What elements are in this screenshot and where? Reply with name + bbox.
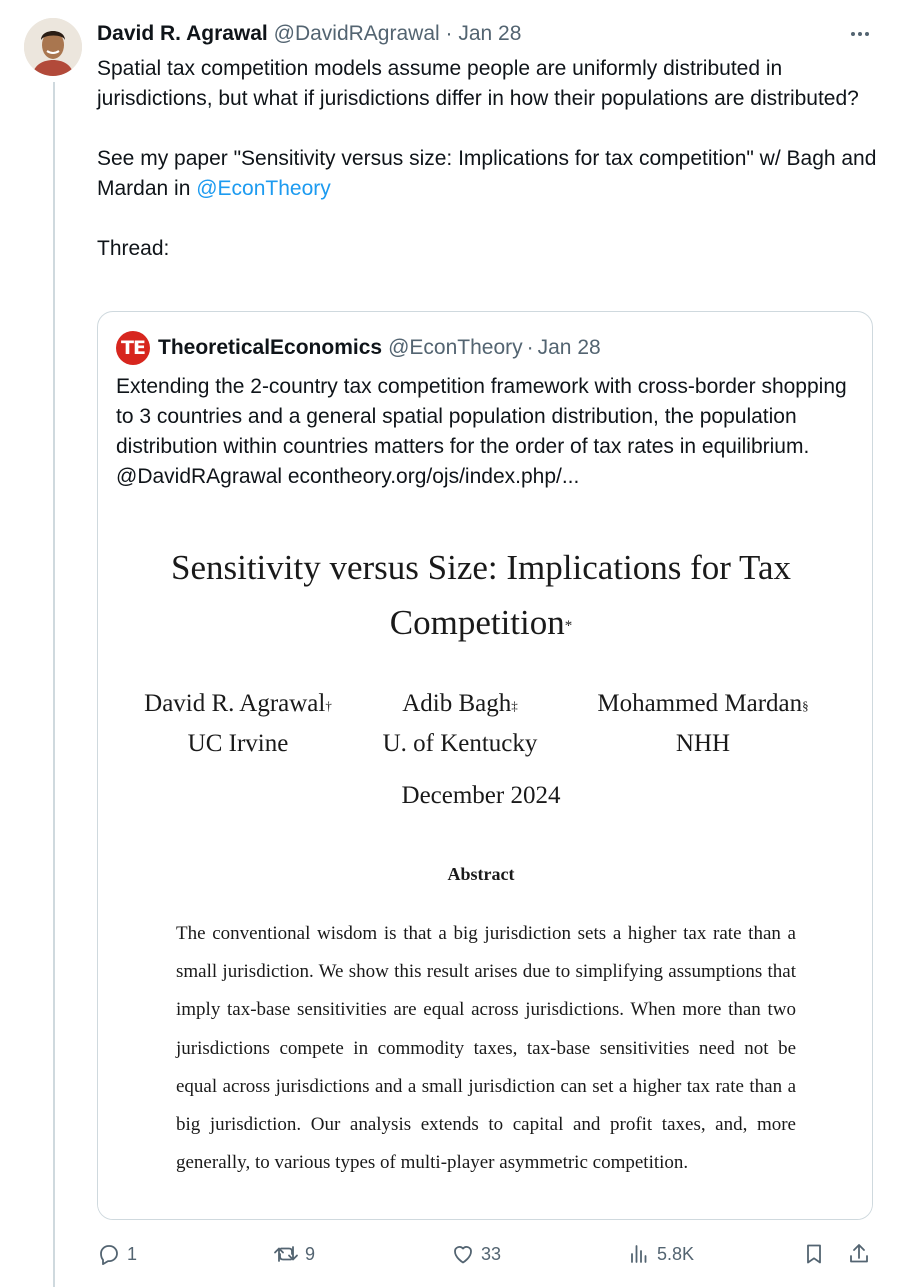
paper-image[interactable] [98,512,872,1220]
more-icon [848,22,872,46]
quoted-author-handle[interactable]: @EconTheory [388,336,523,359]
author-affiliation: UC Irvine [187,730,289,757]
avatar-photo [24,18,82,76]
tweet-paragraph-1: Spatial tax competition models assume people are uniformly distributed in jurisdictions, but what if jurisdictions differ in how their populations are distributed? [97,57,859,110]
author-name: Mohammed Mardan [597,690,803,717]
author-footnote-mark: † [325,698,332,713]
author-name[interactable]: David R. Agrawal [97,22,268,45]
action-bar [97,1236,877,1272]
reply-count: 1 [127,1243,138,1264]
tweet-paragraph-2 [97,144,877,204]
like-button[interactable] [451,1236,501,1272]
paper-title [98,540,864,650]
mention-link[interactable]: @EconTheory [196,177,331,200]
quoted-author-name[interactable]: TheoreticalEconomics [158,336,383,359]
share-icon [847,1242,871,1266]
tweet-paragraph-3: Thread: [97,237,170,260]
te-logo-avatar[interactable]: TE [116,331,150,365]
paper-author-3 [576,684,830,764]
separator-dot: · [445,22,453,45]
paper-author-1 [128,684,348,764]
tweet-header [97,20,874,48]
like-icon [451,1242,475,1266]
author-affiliation: NHH [675,730,731,757]
paper-title-line-1: Sensitivity versus Size: Implications for Tax [170,548,792,587]
author-affiliation: U. of Kentucky [382,730,538,757]
repost-count: 9 [305,1243,316,1264]
quoted-tweet-header [116,333,601,363]
views-count: 5.8K [657,1243,695,1264]
author-name: David R. Agrawal [144,690,326,717]
separator-dot: · [526,336,534,359]
paper-title-footnote-mark: * [564,618,573,634]
repost-icon [273,1242,299,1266]
tweet-text [97,54,877,264]
reply-icon [97,1242,121,1266]
more-button[interactable] [846,20,874,48]
tweet-date[interactable]: Jan 28 [458,22,522,45]
quoted-tweet-text: Extending the 2-country tax competition framework with cross-border shopping to 3 countries and a general spatial population distribution, the population distribution within countries matters for the order of tax rates in equilibrium. @DavidRAgrawal econtheory.org/ojs/index.php/... [116,375,847,488]
author-footnote-mark: § [802,698,809,713]
paper-date: December 2024 [401,782,561,809]
quoted-tweet-date[interactable]: Jan 28 [537,336,601,359]
bookmark-button[interactable] [802,1236,832,1272]
abstract-text: The conventional wisdom is that a big jurisdiction sets a higher tax rate than a small jurisdiction. We show this result arises due to simplifying assumptions that imply tax-base sensitivities are equal across jurisdictions. When more than two jurisdictions compete in commodity taxes, tax-base sensitivities need not be equal across jurisdictions and a small jurisdiction can set a higher tax rate than a big jurisdiction. Our analysis extends to capital and profit taxes, and, more generally, to various types of multi-player asymmetric competition. [176,923,796,1174]
author-handle[interactable]: @DavidRAgrawal [273,22,440,45]
paper-title-line-2: Competition [389,603,565,642]
views-icon [627,1242,651,1266]
reply-button[interactable] [97,1236,137,1272]
tweet-paragraph-2-text: See my paper "Sensitivity versus size: Implications for tax competition" w/ Bagh and Mardan in [97,147,877,200]
abstract-heading: Abstract [447,864,515,884]
author-name: Adib Bagh [402,690,512,717]
views-button[interactable] [627,1236,694,1272]
repost-button[interactable] [273,1236,315,1272]
bookmark-icon [802,1242,826,1266]
paper-author-2 [360,684,560,764]
quoted-tweet[interactable] [97,311,873,1220]
avatar[interactable] [24,18,82,76]
thread-line [53,82,55,1287]
like-count: 33 [481,1243,502,1264]
share-button[interactable] [847,1236,877,1272]
author-footnote-mark: ‡ [511,698,518,713]
